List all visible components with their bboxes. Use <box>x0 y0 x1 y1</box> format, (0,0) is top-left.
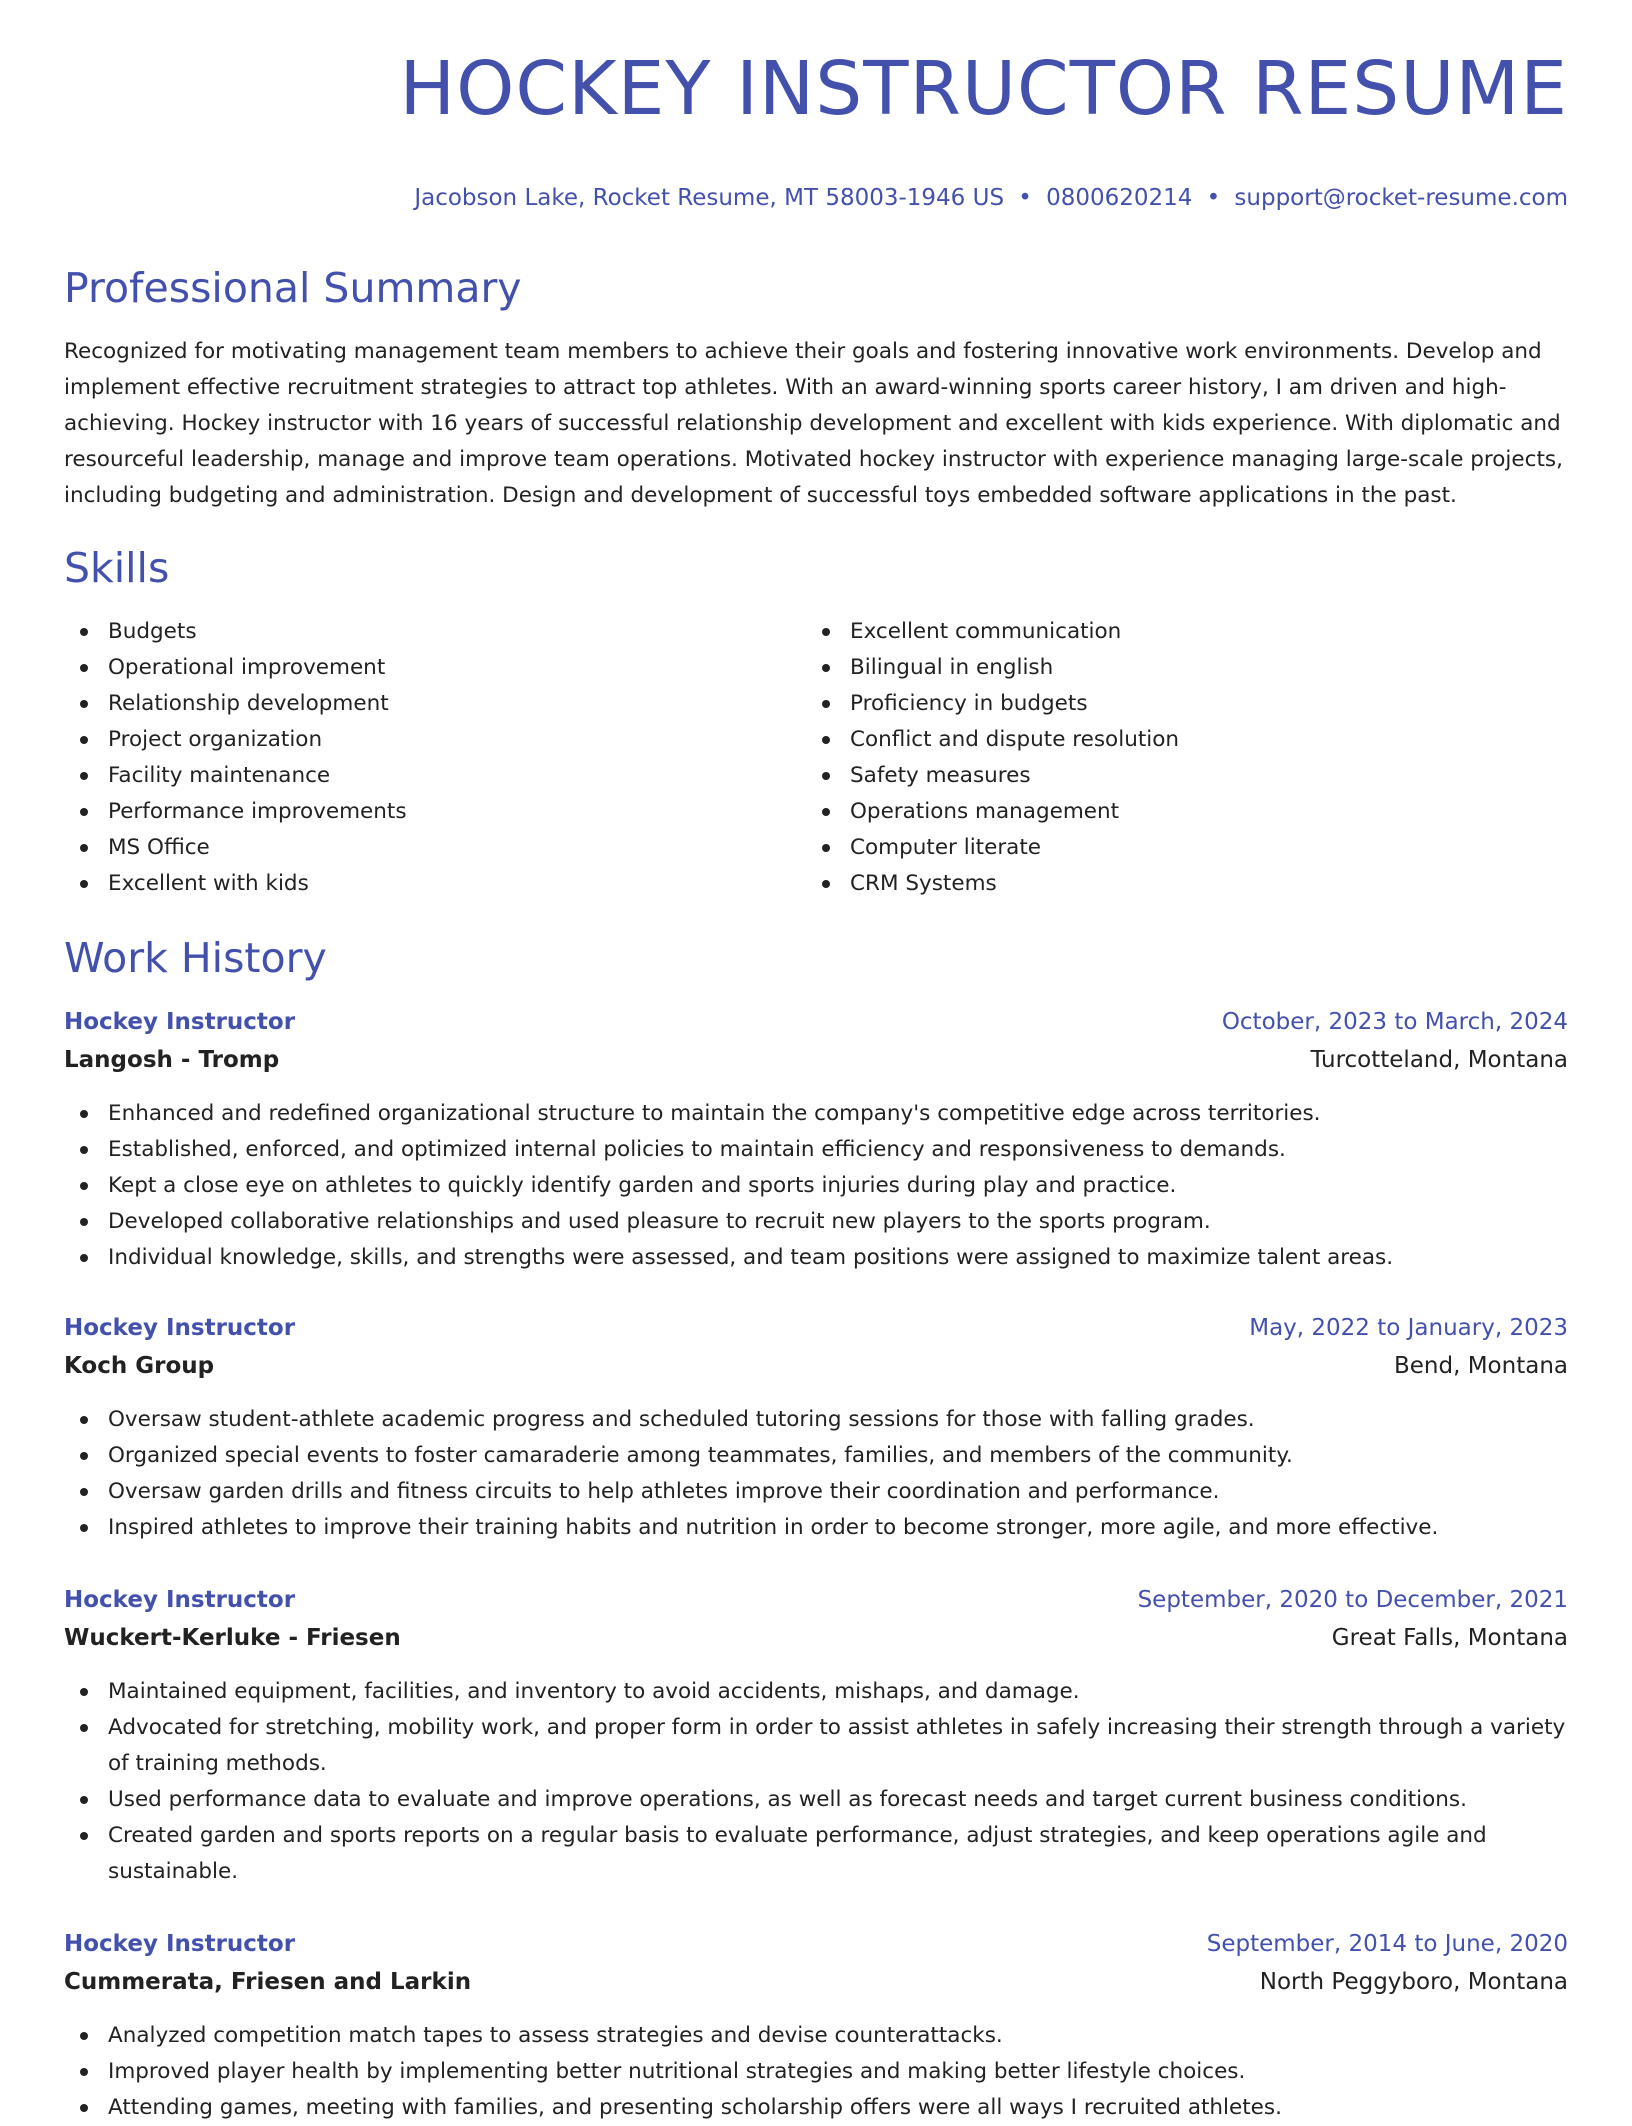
summary-text: Recognized for motivating management team members to achieve their goals and fostering innovative work environments. Develop and implement effective recruitment strategies to attract top athletes. With an award-winning sports career history, I am driven and high-achieving. Hockey instructor with 16 years of successful relationship development and excellent with kids experience. With diplomatic and resourceful leadership, manage and improve team operations. Motivated hockey instructor with experience managing large-scale projects, including budgeting and administration. Design and development of successful toys embedded software applications in the past. <box>64 339 1563 508</box>
duty-item: Attending games, meeting with families, and presenting scholarship offers were all ways I recruited athletes. <box>108 2090 1568 2126</box>
skill-item: Operations management <box>850 794 1179 830</box>
skill-item: Excellent with kids <box>108 866 407 902</box>
skill-item: MS Office <box>108 830 407 866</box>
job-title-row <box>64 1004 1568 1042</box>
duty-item: Created garden and sports reports on a regular basis to evaluate performance, adjust strategies, and keep operations agile and sustainable. <box>108 1818 1568 1890</box>
duty-item: Oversaw garden drills and fitness circuits to help athletes improve their coordination and performance. <box>108 1474 1568 1510</box>
job-duties <box>64 1096 1568 1276</box>
job-location: North Peggyboro, Montana <box>1259 1969 1568 1995</box>
job-company-row <box>64 1620 1568 1658</box>
skills-list-left <box>64 614 407 902</box>
job-company-row <box>64 1964 1568 2002</box>
skill-item: Operational improvement <box>108 650 407 686</box>
duty-item: Individual knowledge, skills, and strengths were assessed, and team positions were assigned to maximize talent areas. <box>108 1240 1568 1276</box>
job-duties <box>64 1674 1568 1890</box>
contact-separator: • <box>1018 185 1032 211</box>
duty-item: Analyzed competition match tapes to assess strategies and devise counterattacks. <box>108 2018 1568 2054</box>
contact-phone: 0800620214 <box>1046 185 1193 211</box>
resume-title: HOCKEY INSTRUCTOR RESUME <box>399 46 1568 132</box>
duty-item: Improved player health by implementing better nutritional strategies and making better lifestyle choices. <box>108 2054 1568 2090</box>
job-entry <box>64 1926 1568 2126</box>
job-title: Hockey Instructor <box>64 1315 296 1341</box>
job-entry <box>64 1582 1568 1890</box>
skill-item: Bilingual in english <box>850 650 1179 686</box>
skill-item: Facility maintenance <box>108 758 407 794</box>
job-location: Turcotteland, Montana <box>1310 1047 1568 1073</box>
job-duties <box>64 1402 1568 1546</box>
duty-item: Maintained equipment, facilities, and inventory to avoid accidents, mishaps, and damage. <box>108 1674 1568 1710</box>
job-title: Hockey Instructor <box>64 1587 296 1613</box>
job-dates: September, 2020 to December, 2021 <box>1137 1587 1568 1613</box>
job-title: Hockey Instructor <box>64 1009 296 1035</box>
duty-item: Inspired athletes to improve their training habits and nutrition in order to become stronger, more agile, and more effective. <box>108 1510 1568 1546</box>
job-entry <box>64 1004 1568 1276</box>
skill-item: Budgets <box>108 614 407 650</box>
job-entry <box>64 1310 1568 1546</box>
duty-item: Established, enforced, and optimized internal policies to maintain efficiency and responsiveness to demands. <box>108 1132 1568 1168</box>
contact-separator: • <box>1206 185 1221 211</box>
duty-item: Advocated for stretching, mobility work, and proper form in order to assist athletes in safely increasing their strength through a variety of training methods. <box>108 1710 1568 1782</box>
contact-line <box>414 182 1568 214</box>
skill-item: Relationship development <box>108 686 407 722</box>
job-title-row <box>64 1926 1568 1964</box>
job-duties <box>64 2018 1568 2126</box>
skill-item: Project organization <box>108 722 407 758</box>
summary-heading: Professional Summary <box>64 264 522 312</box>
job-location: Great Falls, Montana <box>1331 1625 1568 1651</box>
job-dates: October, 2023 to March, 2024 <box>1221 1009 1568 1035</box>
skills-list-right <box>806 614 1179 902</box>
duty-item: Developed collaborative relationships and used pleasure to recruit new players to the sports program. <box>108 1204 1568 1240</box>
duty-item: Enhanced and redefined organizational structure to maintain the company's competitive edge across territories. <box>108 1096 1568 1132</box>
duty-item: Organized special events to foster camaraderie among teammates, families, and members of the community. <box>108 1438 1568 1474</box>
skill-item: Performance improvements <box>108 794 407 830</box>
skill-item: Computer literate <box>850 830 1179 866</box>
duty-item: Used performance data to evaluate and improve operations, as well as forecast needs and target current business conditions. <box>108 1782 1568 1818</box>
work-history-heading: Work History <box>64 934 327 982</box>
job-title-row <box>64 1310 1568 1348</box>
contact-address: Jacobson Lake, Rocket Resume, MT 58003-1946 US <box>414 185 1005 211</box>
job-company-row <box>64 1348 1568 1386</box>
job-company: Wuckert-Kerluke - Friesen <box>64 1625 401 1651</box>
skills-heading: Skills <box>64 544 170 592</box>
duty-item: Kept a close eye on athletes to quickly identify garden and sports injuries during play and practice. <box>108 1168 1568 1204</box>
skill-item: Conflict and dispute resolution <box>850 722 1179 758</box>
job-dates: May, 2022 to January, 2023 <box>1249 1315 1568 1341</box>
duty-item: Oversaw student-athlete academic progress and scheduled tutoring sessions for those with falling grades. <box>108 1402 1568 1438</box>
job-title-row <box>64 1582 1568 1620</box>
contact-email[interactable]: support@rocket-resume.com <box>1234 185 1568 211</box>
job-company: Cummerata, Friesen and Larkin <box>64 1969 472 1995</box>
job-company: Koch Group <box>64 1353 215 1379</box>
job-location: Bend, Montana <box>1393 1353 1568 1379</box>
job-company: Langosh - Tromp <box>64 1047 280 1073</box>
job-title: Hockey Instructor <box>64 1931 296 1957</box>
job-dates: September, 2014 to June, 2020 <box>1206 1931 1568 1957</box>
skill-item: CRM Systems <box>850 866 1179 902</box>
job-company-row <box>64 1042 1568 1080</box>
skill-item: Proficiency in budgets <box>850 686 1179 722</box>
skill-item: Safety measures <box>850 758 1179 794</box>
skill-item: Excellent communication <box>850 614 1179 650</box>
